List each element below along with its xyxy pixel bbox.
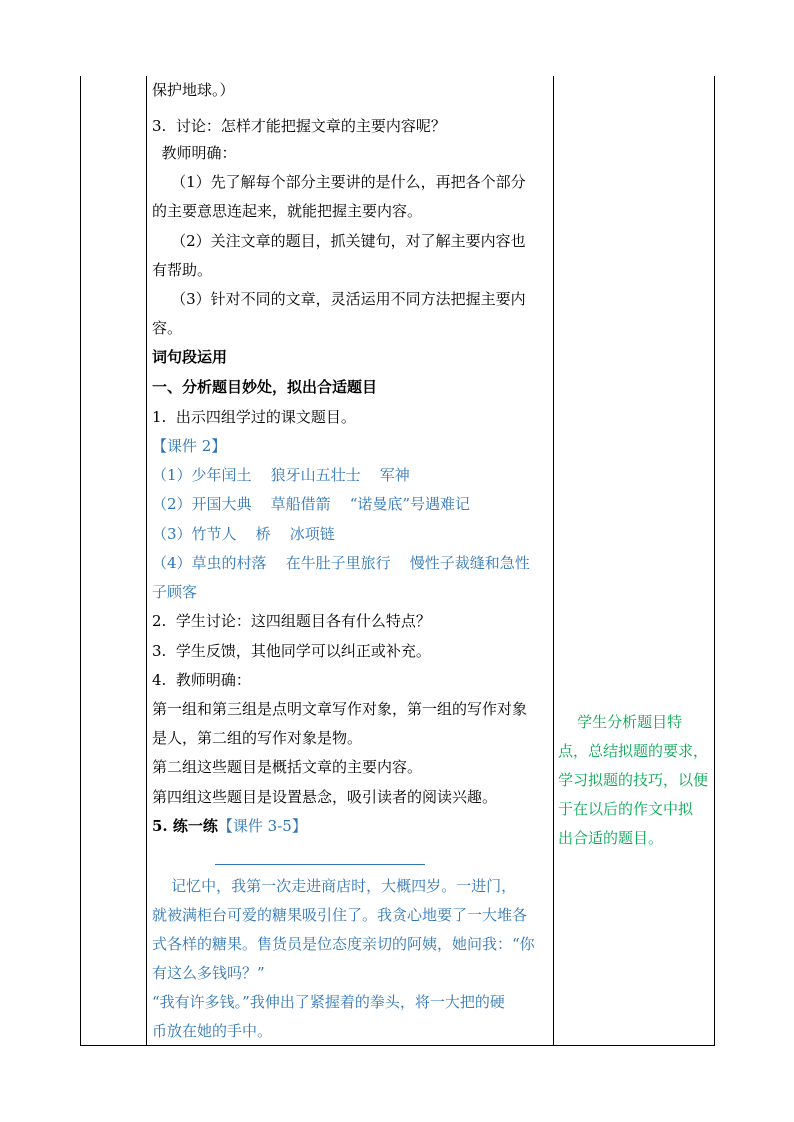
note-line: 学生分析题目特 (558, 713, 683, 731)
note-line: 点，总结拟题的要求， (558, 742, 709, 760)
content-line: 3. 学生反馈，其他同学可以纠正或补充。 (152, 642, 431, 660)
content-line: 有帮助。 (152, 261, 213, 279)
passage-line: 有这么多钱吗？” (152, 964, 265, 982)
courseware-label: 【课件 2】 (152, 437, 227, 455)
passage-line: 就被满柜台可爱的糖果吸引住了。我贪心地要了一大堆各 (152, 906, 528, 924)
content-line: 第四组这些题目是设置悬念，吸引读者的阅读兴趣。 (152, 788, 498, 806)
note-line: 学习拟题的技巧，以便 (558, 771, 709, 789)
content-line: 教师明确： (152, 144, 237, 162)
title-group-4: （4）草虫的村落 在牛肚子里旅行 慢性子裁缝和急性 (152, 554, 530, 572)
content-line: 4. 教师明确： (152, 671, 251, 689)
title-group-1: （1）少年闰土 狼牙山五壮士 军神 (152, 466, 410, 484)
content-line: （2）关注文章的题目，抓关键句，对了解主要内容也 (152, 232, 526, 250)
content-line: 的主要意思连起来，就能把握主要内容。 (152, 202, 423, 220)
title-blank-line (215, 864, 425, 865)
table-col-divider-2 (553, 76, 554, 1046)
content-line: 容。 (152, 319, 183, 337)
table-col-divider-1 (146, 76, 147, 1046)
content-line: 是人，第二组的写作对象是物。 (152, 729, 363, 747)
passage-line: “我有许多钱。”我伸出了紧握着的拳头，将一大把的硬 (152, 993, 505, 1011)
notes-column (558, 0, 712, 1122)
content-line: 第一组和第三组是点明文章写作对象，第一组的写作对象 (152, 700, 528, 718)
passage-line: 币放在她的手中。 (152, 1022, 273, 1040)
title-group-4-cont: 子顾客 (152, 583, 198, 601)
passage-line: 式各样的糖果。售货员是位态度亲切的阿姨，她问我：“你 (152, 935, 535, 953)
title-group-2: （2）开国大典 草船借箭 “诺曼底”号遇难记 (152, 495, 471, 513)
content-line: 1. 出示四组学过的课文题目。 (152, 408, 356, 426)
note-line: 出合适的题目。 (558, 829, 664, 847)
section-heading: 词句段运用 (152, 348, 228, 366)
subsection-heading: 一、分析题目妙处，拟出合适题目 (152, 378, 378, 396)
content-line: （3）针对不同的文章，灵活运用不同方法把握主要内 (152, 290, 526, 308)
content-line: 保护地球。） (152, 81, 235, 99)
content-line: 2. 学生讨论：这四组题目各有什么特点？ (152, 612, 431, 630)
content-line: 第二组这些题目是概括文章的主要内容。 (152, 758, 423, 776)
courseware-label: 【课件 3-5】 (217, 817, 307, 835)
table-right-border (714, 76, 715, 1046)
note-line: 于在以后的作文中拟 (558, 800, 694, 818)
content-line: 3. 讨论：怎样才能把握文章的主要内容呢？ (152, 117, 446, 135)
lesson-content-column (152, 0, 552, 1122)
table-left-border (80, 76, 81, 1046)
passage-line: 记忆中，我第一次走进商店时，大概四岁。一进门， (152, 877, 517, 895)
title-group-3: （3）竹节人 桥 冰项链 (152, 525, 335, 543)
practice-label: 5. 练一练 (152, 817, 218, 835)
content-line: （1）先了解每个部分主要讲的是什么，再把各个部分 (152, 173, 526, 191)
practice-heading (152, 816, 307, 836)
